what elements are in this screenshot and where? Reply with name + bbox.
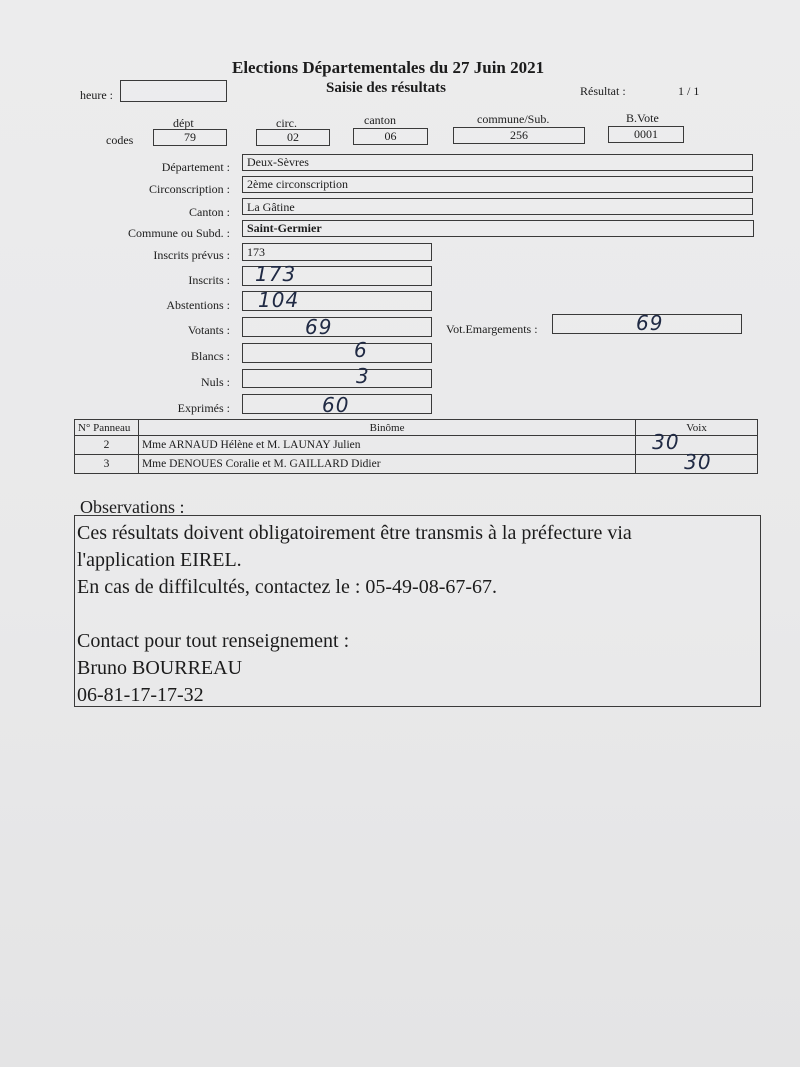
circonscription-value: 2ème circonscription	[247, 177, 348, 191]
nuls-label: Nuls :	[200, 375, 230, 389]
inscrits-prevus-field[interactable]	[242, 243, 432, 261]
canton-code-label: canton	[364, 113, 396, 127]
panneau-cell: 2	[75, 436, 139, 455]
circonscription-label: Circonscription :	[149, 182, 230, 196]
votants-field[interactable]	[242, 317, 432, 337]
voix-handwritten-value: 30	[684, 450, 712, 474]
voix-header: Voix	[636, 420, 758, 436]
departement-label: Département :	[161, 160, 230, 174]
codes-label: codes	[106, 133, 134, 147]
voix-handwritten-value: 30	[652, 430, 680, 454]
observations-label: Observations :	[80, 497, 185, 517]
resultat-label: Résultat :	[580, 84, 626, 98]
abstentions-label: Abstentions :	[166, 298, 230, 312]
canton-value: La Gâtine	[247, 200, 295, 214]
observations-text	[77, 520, 632, 709]
commune-value: Saint-Germier	[247, 221, 322, 235]
canton-code-value: 06	[384, 129, 397, 143]
observation-line: l'application EIREL.	[77, 549, 242, 571]
canton-label: Canton :	[189, 205, 230, 219]
bvote-code-value: 0001	[634, 127, 658, 141]
panneau-cell: 3	[75, 455, 139, 474]
blancs-handwritten-value: 6	[354, 338, 368, 362]
heure-label: heure :	[80, 88, 113, 102]
form-title: Elections Départementales du 27 Juin 2021	[232, 58, 545, 77]
binome-cell: Mme DENOUES Coralie et M. GAILLARD Didier	[138, 455, 635, 474]
panneau-header: N° Panneau	[75, 420, 139, 436]
votants-handwritten-value: 69	[305, 315, 333, 339]
dept-code-label: dépt	[173, 116, 194, 130]
heure-field[interactable]	[120, 80, 227, 102]
inscrits-prevus-value: 173	[247, 245, 265, 259]
departement-value: Deux-Sèvres	[247, 155, 309, 169]
circ-code-value: 02	[287, 130, 299, 144]
observation-line: En cas de diffilcultés, contactez le : 05-49-08-67-67.	[77, 576, 498, 598]
commune-label: Commune ou Subd. :	[127, 226, 230, 240]
commune-code-label: commune/Sub.	[477, 112, 550, 126]
observation-line: Ces résultats doivent obligatoirement être transmis à la préfecture via	[77, 522, 632, 544]
vot-emargements-handwritten-value: 69	[636, 311, 664, 335]
blancs-field[interactable]	[242, 343, 432, 363]
exprimes-label: Exprimés :	[177, 401, 230, 415]
observation-line: 06-81-17-17-32	[77, 684, 204, 706]
commune-code-value: 256	[510, 128, 528, 142]
abstentions-handwritten-value: 104	[258, 288, 300, 312]
observation-line	[77, 601, 632, 628]
results-table	[74, 419, 758, 474]
binome-header: Binôme	[138, 420, 635, 436]
observation-line: Contact pour tout renseignement :	[77, 630, 350, 652]
binome-cell: Mme ARNAUD Hélène et M. LAUNAY Julien	[138, 436, 635, 455]
votants-label: Votants :	[187, 323, 230, 337]
form-subtitle: Saisie des résultats	[326, 80, 446, 96]
departement-field[interactable]	[242, 154, 753, 171]
canton-field[interactable]	[242, 198, 753, 215]
vot-emargements-label: Vot.Emargements :	[446, 322, 538, 336]
table-row	[75, 455, 758, 474]
exprimes-handwritten-value: 60	[322, 393, 350, 417]
nuls-field[interactable]	[242, 369, 432, 388]
dept-code-value: 79	[184, 130, 196, 144]
nuls-handwritten-value: 3	[356, 364, 370, 388]
voix-cell[interactable]	[636, 450, 758, 474]
inscrits-prevus-label: Inscrits prévus :	[153, 248, 230, 262]
table-row	[75, 436, 758, 455]
observation-line: Bruno BOURREAU	[77, 657, 243, 679]
bvote-code-label: B.Vote	[626, 111, 659, 125]
inscrits-handwritten-value: 173	[255, 262, 297, 286]
blancs-label: Blancs :	[191, 349, 230, 363]
circ-code-label: circ.	[276, 116, 297, 130]
inscrits-label: Inscrits :	[188, 273, 230, 287]
resultat-value: 1 / 1	[678, 84, 700, 98]
